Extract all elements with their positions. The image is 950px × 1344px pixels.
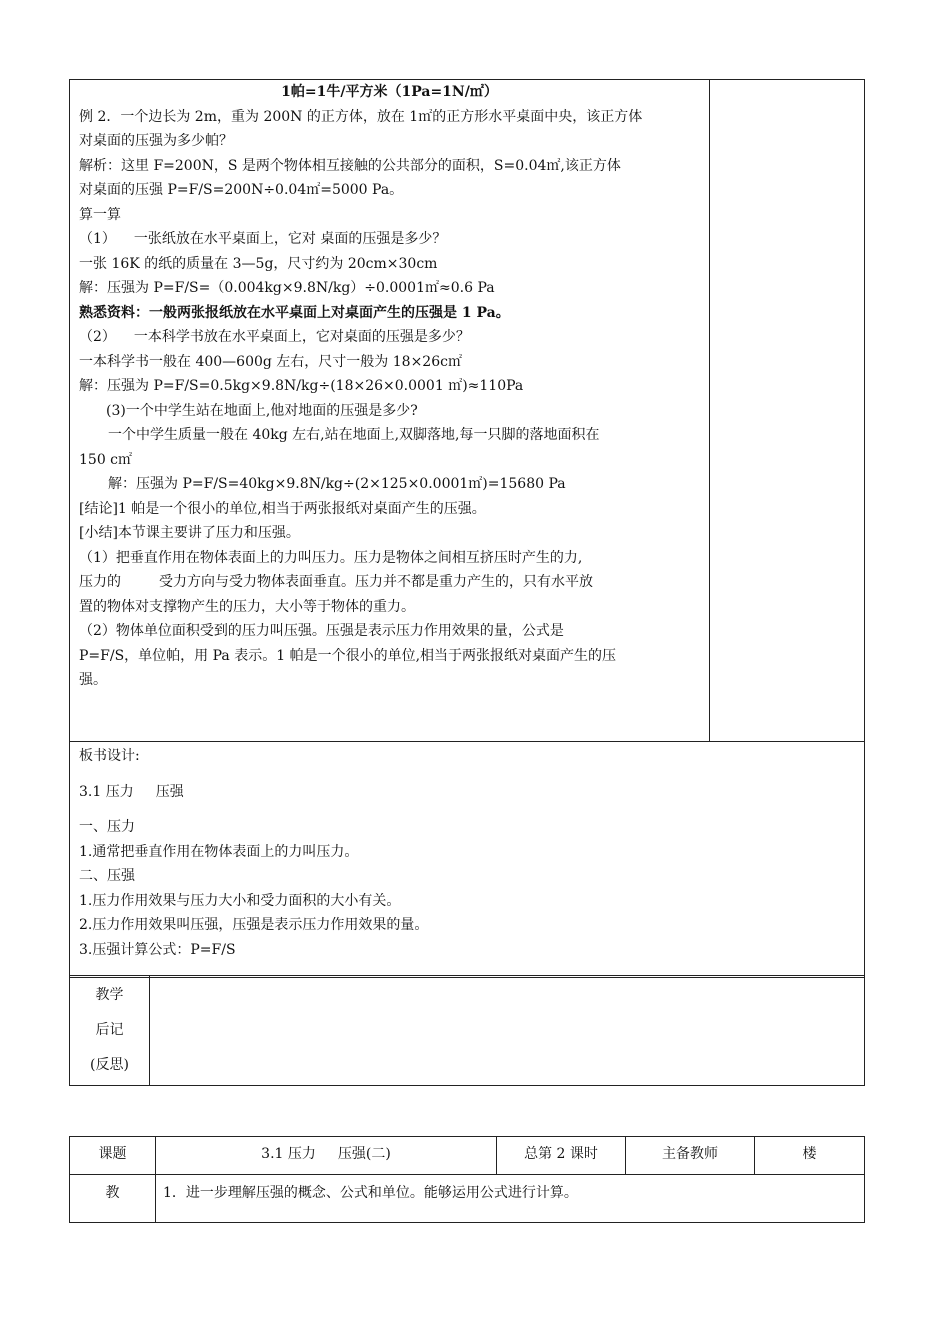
question1-number: （1） [79, 231, 116, 247]
analysis-line2: 对桌面的压强 P=F/S=200N÷0.04㎡=5000 Pa。 [79, 182, 404, 198]
question3-info-line1: 一个中学生质量一般在 40kg 左右,站在地面上,双脚落地,每一只脚的落地面积在 [108, 427, 600, 443]
board-section2-item1: 1.压力作用效果与压力大小和受力面积的大小有关。 [79, 892, 401, 909]
building-label: 楼 [755, 1137, 865, 1175]
analysis-line1: 解析：这里 F=200N，S 是两个物体相互接触的公共部分的面积，S=0.04㎡,该正方体 [79, 157, 621, 174]
question1-solution: 解：压强为 P=F/S=（0.004kg×9.8N/kg）÷0.0001㎡≈0.6 Pa [79, 280, 495, 296]
question1-info: 一张 16K 的纸的质量在 3—5g，尺寸约为 20cm×30cm [79, 255, 438, 272]
lesson-content-table [69, 79, 865, 978]
question2-info: 一本科学书一般在 400—600g 左右，尺寸一般为 18×26c㎡ [79, 353, 462, 370]
board-section1-item1: 1.通常把垂直作用在物体表面上的力叫压力。 [79, 843, 359, 860]
unit-heading: 1帕=1牛/平方米（1Pa=1N/㎡） [281, 84, 498, 100]
topic-title-b: 压强(二) [337, 1146, 391, 1162]
example2-question-line2: 对桌面的压强为多少帕？ [79, 133, 233, 149]
question3-solution: 解：压强为 P=F/S=40kg×9.8N/kg÷(2×125×0.0001㎡)=15680 Pa [108, 476, 566, 492]
board-title [79, 780, 864, 805]
content-cell [70, 80, 710, 742]
reflection-label-cell [70, 976, 150, 1086]
board-design-cell [70, 742, 865, 978]
conclusion: [结论]1 帕是一个很小的单位,相当于两张报纸对桌面产生的压强。 [79, 500, 486, 517]
summary-1-line2b: 受力方向与受力物体表面垂直。压力并不都是重力产生的，只有水平放 [159, 574, 593, 590]
question2-solution: 解：压强为 P=F/S=0.5kg×9.8N/kg÷(18×26×0.0001 ㎡)≈110Pa [79, 378, 524, 394]
teacher-label: 主备教师 [626, 1137, 755, 1175]
reflection-label-1: 教学 [95, 987, 124, 1003]
calc-title: 算一算 [79, 206, 121, 223]
summary: [小结]本节课主要讲了压力和压强。 [79, 525, 300, 541]
topic-title [156, 1137, 497, 1175]
summary-2-line2: P=F/S，单位帕，用 Pa 表示。1 帕是一个很小的单位,相当于两张报纸对桌面产生的压 [79, 647, 617, 664]
board-title-a: 3.1 压力 [79, 783, 134, 800]
question1 [79, 227, 709, 252]
objectives-label: 教 [70, 1175, 156, 1223]
reflection-label-3: (反思) [90, 1057, 129, 1073]
summary-1-line2 [79, 570, 709, 595]
reflection-content-cell [150, 976, 865, 1086]
board-title-b: 压强 [155, 783, 184, 800]
summary-2-line3: 强。 [79, 672, 107, 688]
side-notes-cell [710, 80, 865, 742]
topic-label: 课题 [70, 1137, 156, 1175]
question1-text: 一张纸放在水平桌面上，它对 桌面的压强是多少？ [133, 231, 447, 247]
board-section2-item3: 3.压强计算公式：P=F/S [79, 941, 236, 958]
reflection-label-2: 后记 [95, 1022, 124, 1038]
board-design-label: 板书设计: [79, 748, 140, 764]
summary-1-line3: 置的物体对支撑物产生的压力，大小等于物体的重力。 [79, 598, 415, 615]
reflection-table [69, 975, 865, 1086]
board-section2: 二、压强 [79, 868, 135, 884]
question2-text: 一本科学书放在水平桌面上，它对桌面的压强是多少？ [133, 329, 470, 345]
board-section2-item2: 2.压力作用效果叫压强，压强是表示压力作用效果的量。 [79, 917, 429, 933]
question3: (3)一个中学生站在地面上,他对地面的压强是多少? [106, 402, 418, 419]
summary-1-line1: （1）把垂直作用在物体表面上的力叫压力。压力是物体之间相互挤压时产生的力, [79, 549, 583, 566]
example2-question-line1: 例 2．一个边长为 2m，重为 200N 的正方体，放在 1㎡的正方形水平桌面中央，该正方体 [79, 108, 643, 125]
question2-number: （2） [79, 329, 116, 345]
summary-1-line2a: 压力的 [79, 574, 121, 590]
topic-title-a: 3.1 压力 [261, 1146, 316, 1162]
period-count: 总第 2 课时 [497, 1137, 626, 1175]
familiar-material: 熟悉资料：一般两张报纸放在水平桌面上对桌面产生的压强是 1 Pa。 [79, 304, 510, 321]
objectives-item1: 1．进一步理解压强的概念、公式和单位。能够运用公式进行计算。 [156, 1175, 865, 1223]
summary-2-line1: （2）物体单位面积受到的压力叫压强。压强是表示压力作用效果的量，公式是 [79, 623, 564, 639]
question2 [79, 325, 709, 350]
board-section1: 一、压力 [79, 819, 135, 835]
question3-info-line2: 150 c㎡ [79, 451, 133, 468]
lesson-header-table [69, 1136, 865, 1223]
